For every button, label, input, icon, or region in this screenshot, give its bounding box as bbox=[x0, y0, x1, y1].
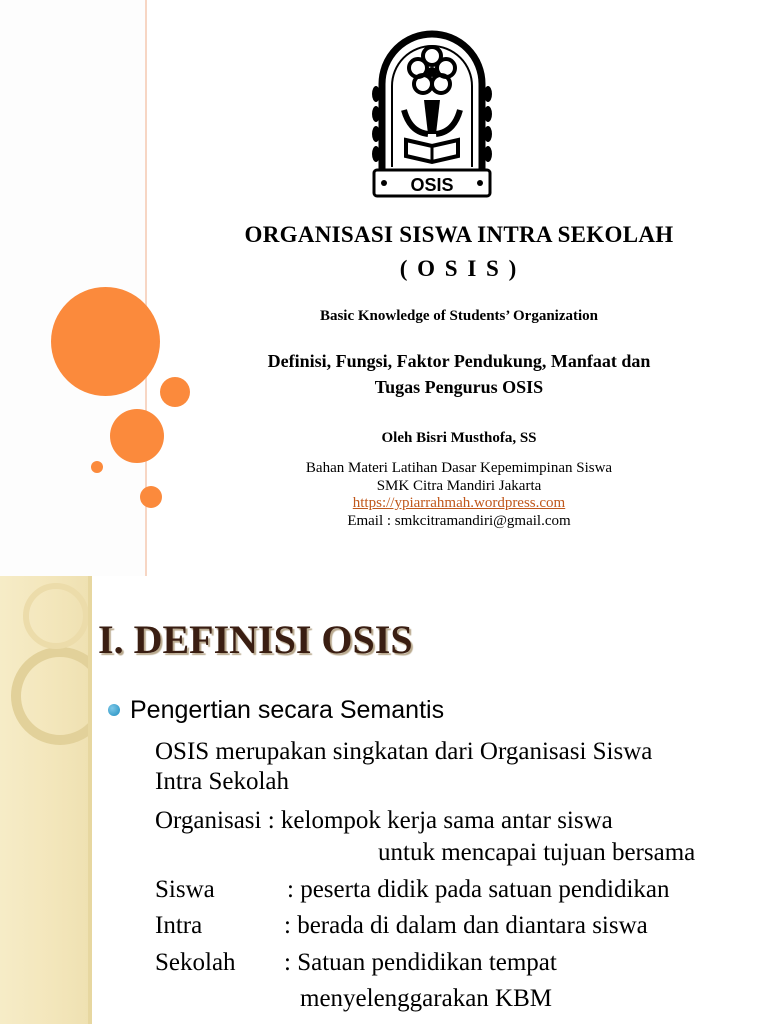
def-line-2: Intra Sekolah bbox=[155, 768, 289, 795]
author: Oleh Bisri Musthofa, SS bbox=[381, 430, 537, 446]
def-line-3: Organisasi : kelompok kerja sama antar siswa bbox=[155, 807, 613, 834]
logo-text: OSIS bbox=[410, 175, 454, 195]
term-siswa: Siswa bbox=[155, 876, 215, 903]
slide-title: ORGANISASI SISWA INTRA SEKOLAH bbox=[244, 222, 674, 247]
def-intra: : berada di dalam dan diantara siswa bbox=[284, 912, 648, 939]
section-title: I. DEFINISI OSIS bbox=[98, 617, 413, 662]
topics-line-2: Tugas Pengurus OSIS bbox=[374, 377, 544, 397]
topics-line-1: Definisi, Fungsi, Faktor Pendukung, Manfaat dan bbox=[267, 351, 651, 371]
left-stripe bbox=[0, 0, 147, 576]
left-paper-band bbox=[0, 576, 88, 1024]
decor-circle-large bbox=[51, 287, 160, 396]
band-circles-decor bbox=[0, 576, 88, 1024]
slide-title-abbreviation: ( O S I S ) bbox=[399, 256, 519, 281]
info-line-1: Bahan Materi Latihan Dasar Kepemimpinan Siswa bbox=[305, 460, 613, 476]
def-sekolah-cont: menyelenggarakan KBM bbox=[300, 985, 553, 1012]
def-line-4: untuk mencapai tujuan bersama bbox=[378, 839, 696, 866]
term-intra: Intra bbox=[155, 912, 203, 939]
band-edge bbox=[88, 576, 92, 1024]
info-block bbox=[150, 460, 768, 530]
bullet-label: Pengertian secara Semantis bbox=[130, 696, 445, 724]
bullet-dot-icon bbox=[108, 704, 120, 716]
website-link[interactable]: https://ypiarrahmah.wordpress.com bbox=[352, 495, 566, 511]
slide-subtitle: Basic Knowledge of Students’ Organization bbox=[319, 308, 599, 324]
decor-circle-tiny bbox=[91, 461, 103, 473]
def-line-1: OSIS merupakan singkatan dari Organisasi Siswa bbox=[155, 738, 653, 765]
bullet-item bbox=[104, 696, 768, 730]
info-line-2: SMK Citra Mandiri Jakarta bbox=[376, 477, 542, 494]
term-sekolah: Sekolah bbox=[155, 949, 236, 976]
def-siswa: : peserta didik pada satuan pendidikan bbox=[287, 876, 670, 903]
definition-slide bbox=[0, 576, 768, 1024]
definition-body bbox=[130, 696, 768, 730]
topics bbox=[150, 348, 768, 400]
def-sekolah: : Satuan pendidikan tempat bbox=[284, 949, 557, 976]
osis-logo bbox=[368, 22, 496, 202]
email-line: Email : smkcitramandiri@gmail.com bbox=[347, 512, 571, 529]
